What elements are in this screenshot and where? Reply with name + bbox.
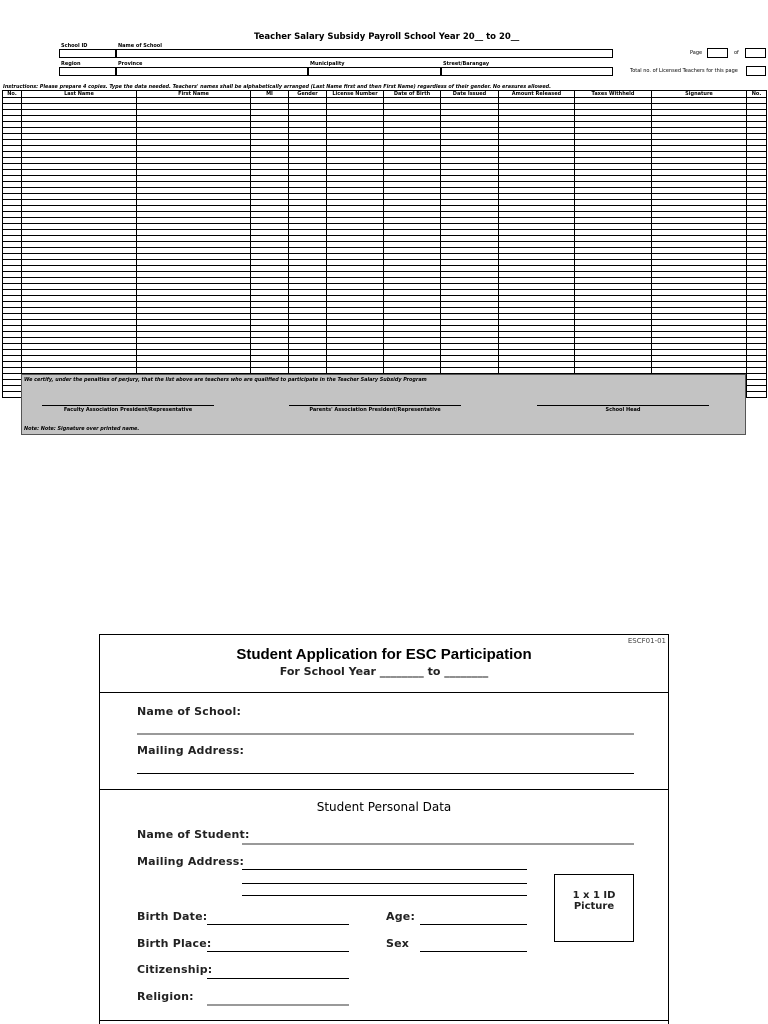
school-head-signature-line[interactable]: [537, 405, 709, 406]
page-number-input[interactable]: [707, 48, 728, 58]
payroll-header-row: [3, 91, 767, 98]
payroll-table: [2, 90, 767, 398]
payroll-title: Teacher Salary Subsidy Payroll School Year 20__ to 20__: [254, 32, 520, 42]
birth-place-label: Birth Place:: [137, 937, 212, 950]
table-cell[interactable]: [747, 392, 767, 398]
birth-date-label: Birth Date:: [137, 910, 208, 923]
faculty-signature-label: Faculty Association President/Representative: [63, 407, 193, 413]
form-code: ESCF01-01: [627, 637, 666, 645]
form-title: Student Application for ESC Participation: [236, 646, 532, 663]
citizenship-line[interactable]: [207, 978, 349, 979]
payroll-column-header: Last Name: [22, 91, 137, 98]
street-input[interactable]: [441, 67, 613, 76]
payroll-column-header: Signature: [652, 91, 747, 98]
payroll-column-header: Date of Birth: [384, 91, 441, 98]
payroll-column-header: No.: [747, 91, 767, 98]
province-label: Province: [118, 61, 143, 67]
personal-data-heading: Student Personal Data: [316, 800, 452, 814]
form-header: [100, 635, 668, 693]
payroll-column-header: MI: [251, 91, 289, 98]
region-input[interactable]: [59, 67, 116, 76]
id-picture-box[interactable]: [554, 874, 634, 942]
table-cell[interactable]: [3, 392, 22, 398]
esc-application-form: [99, 634, 669, 1024]
student-address-line-2[interactable]: [242, 883, 527, 884]
of-label: of: [734, 50, 739, 56]
region-label: Region: [61, 61, 81, 67]
school-section: [100, 692, 668, 790]
student-name-line[interactable]: [242, 843, 634, 845]
form-subtitle: For School Year ________ to ________: [279, 665, 489, 678]
total-teachers-label: Total no. of Licensed Teachers for this page: [630, 68, 738, 74]
payroll-column-header: Amount Released: [499, 91, 575, 98]
school-name-input[interactable]: [116, 49, 613, 58]
municipality-input[interactable]: [308, 67, 441, 76]
student-address-line-3[interactable]: [242, 895, 527, 896]
certification-text: We certify, under the penalties of perjury, that the list above are teachers who are qualified to participate in the Teacher Salary Subsidy Program: [24, 377, 427, 383]
faculty-signature-line[interactable]: [42, 405, 214, 406]
age-label: Age:: [386, 910, 416, 923]
municipality-label: Municipality: [310, 61, 345, 67]
certification-box: [21, 374, 746, 435]
payroll-instructions: Instructions: Please prepare 4 copies. Type the data needed. Teachers' names shall be alphabetically arranged (Last Name first and then First Name) regardless of their gender. No erasures allowed.: [3, 84, 552, 90]
school-name-form-line[interactable]: [137, 733, 634, 735]
payroll-column-header: Gender: [289, 91, 327, 98]
school-address-line[interactable]: [137, 773, 634, 774]
student-address-line-1[interactable]: [242, 869, 527, 870]
citizenship-label: Citizenship:: [137, 963, 213, 976]
payroll-column-header: First Name: [137, 91, 251, 98]
payroll-column-header: License Number: [327, 91, 384, 98]
certification-note: Note: Note: Signature over printed name.: [24, 426, 140, 432]
age-line[interactable]: [420, 924, 527, 925]
sex-label: Sex: [386, 937, 410, 950]
school-name-form-label: Name of School:: [137, 705, 242, 718]
total-teachers-input[interactable]: [746, 66, 766, 76]
religion-line[interactable]: [207, 1004, 349, 1006]
page-total-input[interactable]: [745, 48, 766, 58]
sex-line[interactable]: [420, 951, 527, 952]
birth-date-line[interactable]: [207, 924, 349, 925]
payroll-column-header: Taxes Withheld: [575, 91, 652, 98]
province-input[interactable]: [116, 67, 308, 76]
payroll-column-header: Date Issued: [441, 91, 499, 98]
school-name-label: Name of School: [118, 43, 162, 49]
student-address-label: Mailing Address:: [137, 855, 245, 868]
personal-data-section: [100, 790, 668, 1021]
parents-signature-line[interactable]: [289, 405, 461, 406]
school-head-signature-label: School Head: [605, 407, 641, 413]
payroll-column-header: No.: [3, 91, 22, 98]
school-id-input[interactable]: [59, 49, 116, 58]
birth-place-line[interactable]: [207, 951, 349, 952]
page-label: Page: [690, 50, 703, 56]
student-name-label: Name of Student:: [137, 828, 250, 841]
school-id-label: School ID: [61, 43, 88, 49]
school-address-label: Mailing Address:: [137, 744, 245, 757]
parents-signature-label: Parents' Association President/Representative: [309, 407, 441, 413]
id-picture-label: 1 x 1 ID Picture: [572, 890, 616, 912]
religion-label: Religion:: [137, 990, 194, 1003]
street-label: Street/Barangay: [443, 61, 490, 67]
